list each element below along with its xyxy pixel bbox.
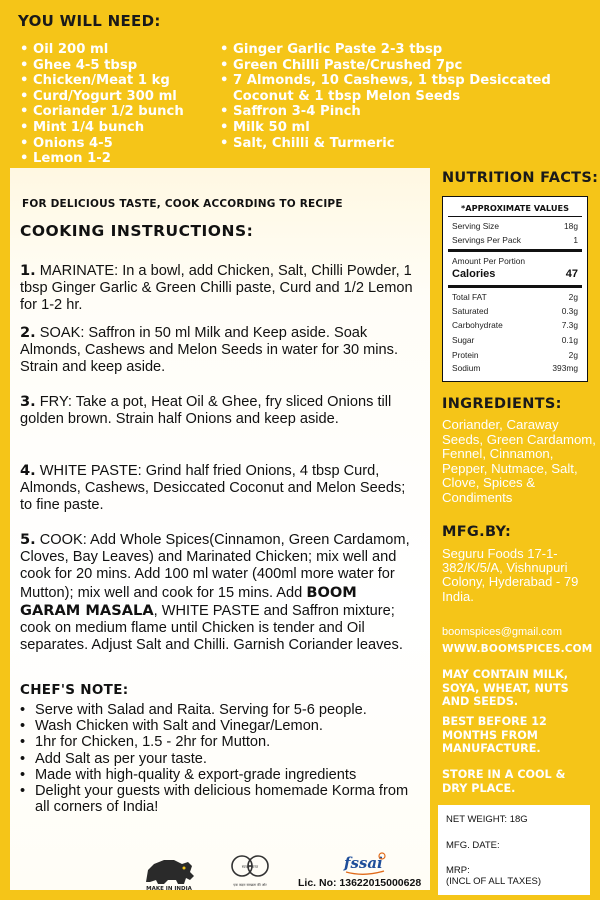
nutrition-label: Saturated	[452, 306, 489, 316]
divider	[448, 216, 582, 217]
need-item: • Salt, Chilli & Turmeric	[220, 136, 590, 152]
nutrition-label: Serving Size	[452, 221, 500, 231]
nutrition-facts-title: NUTRITION FACTS:	[442, 170, 599, 186]
chefs-note-title: CHEF'S NOTE:	[20, 682, 129, 698]
step-number: 4.	[20, 462, 36, 479]
nutrition-label: Sodium	[452, 363, 481, 373]
swachh-bharat-logo	[228, 852, 272, 892]
step-marinate	[20, 262, 420, 315]
step-text: MARINATE: In a bowl, add Chicken, Salt, Chilli Powder, 1 tbsp Ginger Garlic & Green Chilli paste, Curd and 1/2 Lemon for 1-2 hr.	[20, 263, 413, 314]
need-item: • Curd/Yogurt 300 ml	[20, 89, 225, 105]
need-list-right	[220, 42, 590, 151]
allergen-warning: MAY CONTAIN MILK, SOYA, WHEAT, NUTS AND SEEDS.	[442, 668, 569, 709]
fssai-logo	[342, 850, 388, 878]
divider	[448, 249, 582, 252]
calories-label: Calories	[452, 268, 496, 280]
step-number: 3.	[20, 393, 36, 410]
need-item: • 7 Almonds, 10 Cashews, 1 tbsp Desiccated Coconut & 1 tbsp Melon Seeds	[220, 73, 590, 104]
nutrition-row	[452, 256, 578, 266]
fssai-text: fssai	[344, 854, 383, 872]
nutrition-value: 2g	[568, 350, 578, 360]
you-will-need-title: YOU WILL NEED:	[18, 12, 161, 30]
nutrition-row	[452, 335, 578, 345]
step-white-paste	[20, 462, 420, 515]
nutrition-label: Sugar	[452, 335, 475, 345]
step-number: 5.	[20, 531, 36, 548]
nutrition-value: 2g	[568, 292, 578, 302]
need-item: • Lemon 1-2	[20, 151, 225, 167]
make-in-india-text: MAKE IN INDIA	[146, 886, 192, 892]
tagline: FOR DELICIOUS TASTE, COOK ACCORDING TO RECIPE	[22, 198, 343, 210]
mfg-title: MFG.BY:	[442, 524, 512, 540]
ingredients-text: Coriander, Caraway Seeds, Green Cardamom, Fennel, Cinnamon, Pepper, Nutmace, Salt, Clove, Spices & Condiments	[442, 417, 596, 505]
need-item: • Chicken/Meat 1 kg	[20, 73, 225, 89]
need-item: • Onions 4-5	[20, 136, 225, 152]
chef-note-item: • Wash Chicken with Salt and Vinegar/Lemon.	[20, 718, 420, 734]
nutrition-value: 7.3g	[561, 320, 578, 330]
step-fry	[20, 393, 420, 428]
nutrition-label: Amount Per Portion	[452, 256, 526, 266]
step-text: , WHITE PASTE and Saffron mixture; cook on medium flame until Chicken is tender and Oil separates. Adjust Salt and Chilli. Garnish Coriander leaves.	[20, 602, 403, 654]
nutrition-value: 18g	[564, 221, 578, 231]
nutrition-row	[452, 292, 578, 302]
nutrition-row	[452, 235, 578, 245]
chef-note-item: • 1hr for Chicken, 1.5 - 2hr for Mutton.	[20, 734, 420, 750]
mfg-website[interactable]: WWW.BOOMSPICES.COM	[442, 643, 593, 655]
calories-value: 47	[565, 268, 578, 280]
swachh-tagline: एक कदम स्वच्छता की ओर	[233, 883, 267, 887]
nutrition-row	[452, 363, 578, 373]
ingredients-title: INGREDIENTS:	[442, 396, 562, 412]
mfg-date: MFG. DATE:	[446, 840, 500, 851]
need-item: • Coriander 1/2 bunch	[20, 104, 225, 120]
step-text: SOAK: Saffron in 50 ml Milk and Keep aside. Soak Almonds, Cashews and Melon Seeds in water for 30 mins. Strain and keep aside.	[20, 325, 398, 376]
net-weight: NET WEIGHT: 18G	[446, 814, 528, 825]
nutrition-label: Total FAT	[452, 292, 487, 302]
divider	[448, 285, 582, 288]
nutrition-row	[452, 320, 578, 330]
step-soak	[20, 324, 420, 377]
nutrition-value: 0.3g	[561, 306, 578, 316]
storage-instructions: STORE IN A COOL & DRY PLACE.	[442, 768, 566, 795]
brand-name: BOOM GARAM MASALA	[20, 583, 357, 619]
need-item: • Green Chilli Paste/Crushed 7pc	[220, 58, 590, 74]
need-item: • Saffron 3-4 Pinch	[220, 104, 590, 120]
nutrition-label: Carbohydrate	[452, 320, 503, 330]
license-number: Lic. No: 13622015000628	[298, 877, 422, 889]
step-text: COOK: Add Whole Spices(Cinnamon, Green Cardamom, Cloves, Bay Leaves) and Marinated Chicken; mix well and cook for 20 mins. Add 100 ml water (400ml more water for Mutton); mix well and cook for 15 mins. Add	[20, 532, 410, 601]
nutrition-value: 0.1g	[561, 335, 578, 345]
nutrition-row	[452, 306, 578, 316]
step-number: 2.	[20, 324, 36, 341]
chefs-note-list	[20, 702, 420, 815]
nutrition-value: 1	[573, 235, 578, 245]
mrp-label: MRP:	[446, 865, 470, 876]
chef-note-item: • Add Salt as per your taste.	[20, 751, 420, 767]
chef-note-item: • Serve with Salad and Raita. Serving for 5-6 people.	[20, 702, 420, 718]
swachh-text: स्वच्छ भारत	[241, 864, 259, 869]
nutrition-header: *APPROXIMATE VALUES	[460, 203, 569, 213]
need-item: • Oil 200 ml	[20, 42, 225, 58]
nutrition-label: Servings Per Pack	[452, 235, 521, 245]
nutrition-label: Protein	[452, 350, 479, 360]
mfg-address: Seguru Foods 17-1-382/K/5/A, Vishnupuri Colony, Hyderabad - 79 India.	[442, 546, 579, 604]
need-item: • Ginger Garlic Paste 2-3 tbsp	[220, 42, 590, 58]
need-list-left	[20, 42, 225, 167]
mrp-note: (INCL OF ALL TAXES)	[446, 876, 542, 887]
nutrition-value: 393mg	[552, 363, 578, 373]
step-number: 1.	[20, 262, 36, 279]
nutrition-row	[452, 221, 578, 231]
need-item: • Ghee 4-5 tbsp	[20, 58, 225, 74]
step-text: WHITE PASTE: Grind half fried Onions, 4 tbsp Curd, Almonds, Cashews, Desiccated Coconut and Melon Seeds; to fine paste.	[20, 463, 406, 514]
calories-row	[452, 268, 578, 280]
make-in-india-logo	[140, 852, 198, 892]
best-before: BEST BEFORE 12 MONTHS FROM MANUFACTURE.	[442, 715, 547, 756]
step-text: FRY: Take a pot, Heat Oil & Ghee, fry sliced Onions till golden brown. Strain half Onions and keep aside.	[20, 394, 392, 428]
chef-note-item: • Made with high-quality & export-grade ingredients	[20, 767, 420, 783]
nutrition-row	[452, 350, 578, 360]
need-item: • Mint 1/4 bunch	[20, 120, 225, 136]
chef-note-item: • Delight your guests with delicious homemade Korma from all corners of India!	[20, 783, 420, 815]
need-item: • Milk 50 ml	[220, 120, 590, 136]
mfg-email[interactable]: boomspices@gmail.com	[442, 626, 562, 638]
step-cook	[20, 531, 420, 654]
cooking-instructions-title: COOKING INSTRUCTIONS:	[20, 222, 254, 240]
